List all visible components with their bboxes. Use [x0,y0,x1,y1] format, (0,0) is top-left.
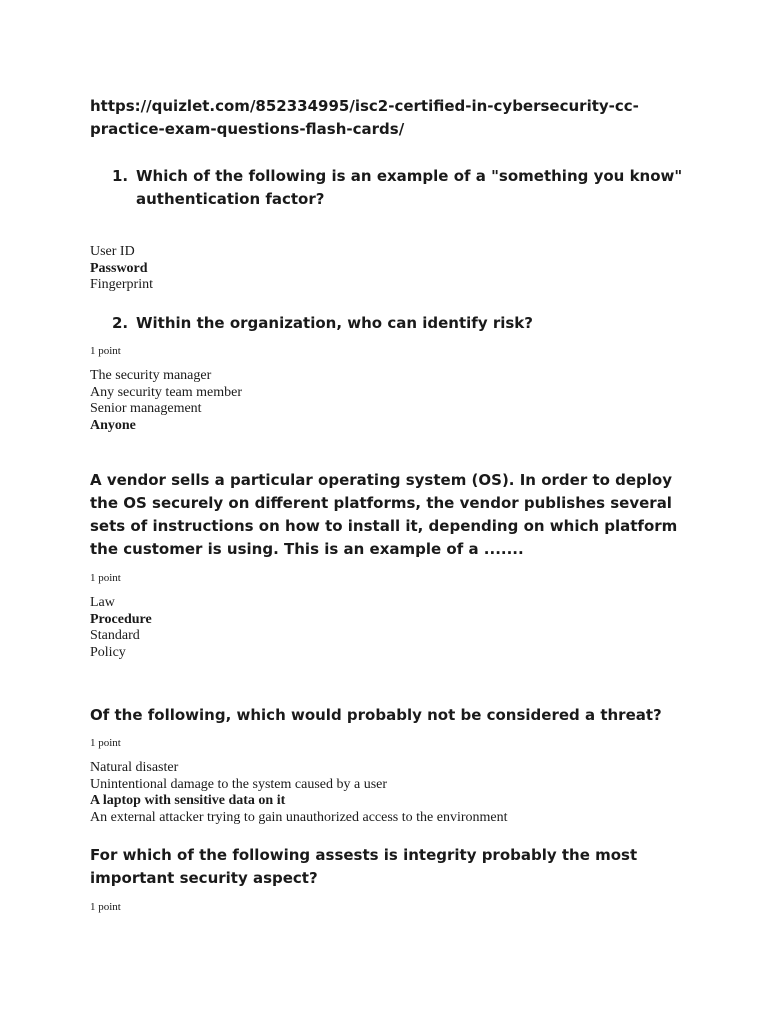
question-5-points: 1 point [90,901,121,913]
question-2-number: 2. [112,314,129,332]
option-correct: Procedure [90,611,152,627]
question-2-options [90,368,242,434]
question-3-text-line-3: sets of instructions on how to install it, depending on which platform [90,517,678,535]
question-3-text-line-2: the OS securely on different platforms, the vendor publishes several [90,494,672,512]
question-5-text-line-2: important security aspect? [90,869,318,887]
option: Policy [90,644,126,660]
question-4-points: 1 point [90,737,121,749]
question-4-options [90,760,508,826]
question-1-text-line-1: Which of the following is an example of a "something you know" [136,167,683,185]
question-1-number: 1. [112,167,129,185]
question-1-text [136,165,692,211]
option: Senior management [90,401,202,416]
question-2-points: 1 point [90,345,121,357]
question-3-text-line-4: the customer is using. This is an example of a ....... [90,540,524,558]
option-correct: A laptop with sensitive data on it [90,793,286,808]
question-1 [112,165,692,211]
option: Natural disaster [90,760,179,775]
option: User ID [90,244,135,259]
question-4-text: Of the following, which would probably not be considered a threat? [90,706,662,724]
question-2-text: Within the organization, who can identify risk? [136,314,533,332]
option: Standard [90,628,140,643]
option: An external attacker trying to gain unauthorized access to the environment [90,809,508,825]
option: Unintentional damage to the system caused by a user [90,776,388,792]
question-3-points: 1 point [90,572,121,584]
source-url-line-2: practice-exam-questions-flash-cards/ [90,120,405,138]
question-1-options [90,244,153,294]
question-5-text [90,844,690,890]
question-3-text [90,469,690,561]
option-correct: Password [90,260,148,276]
question-3-options [90,595,152,661]
option: Fingerprint [90,277,153,292]
option: Any security team member [90,384,243,400]
question-3-text-line-1: A vendor sells a particular operating system (OS). In order to deploy [90,471,673,489]
source-url-line-1: https://quizlet.com/852334995/isc2-certified-in-cybersecurity-cc- [90,97,639,115]
source-url [90,95,710,141]
option-correct: Anyone [90,417,136,433]
option: The security manager [90,368,212,383]
option: Law [90,595,115,610]
question-1-text-line-2: authentication factor? [136,190,325,208]
question-2 [112,312,692,335]
question-5-text-line-1: For which of the following assests is integrity probably the most [90,846,638,864]
